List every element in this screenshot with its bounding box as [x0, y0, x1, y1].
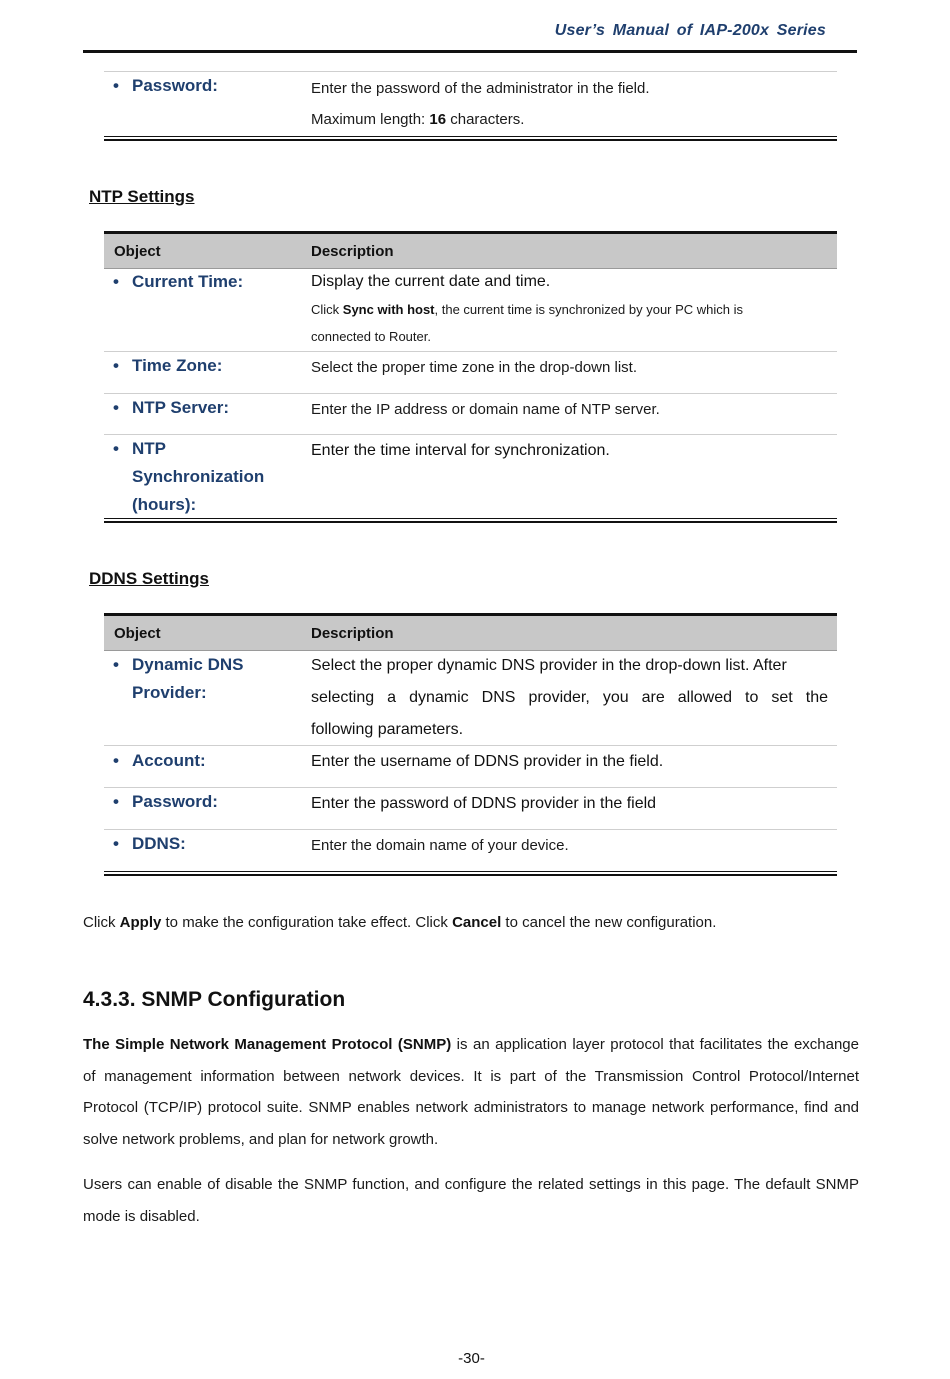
description-text: Maximum length: 16 characters.	[311, 111, 525, 128]
object-label-ddns: DDNS:	[132, 834, 186, 853]
object-label-dynamic-dns-line2: Provider:	[132, 683, 207, 702]
object-label-ntp-sync-line1: NTP	[132, 439, 166, 458]
table-bottom-rule	[104, 871, 837, 876]
column-header-description: Description	[311, 243, 394, 260]
bullet-icon: •	[113, 398, 119, 417]
object-label-current-time: Current Time:	[132, 272, 244, 291]
table-header	[104, 234, 837, 269]
description-note: connected to Router.	[311, 329, 431, 344]
description-text: following parameters.	[311, 721, 464, 738]
bullet-icon: •	[113, 272, 119, 291]
description-text: Enter the username of DDNS provider in the field.	[311, 753, 664, 770]
header-rule	[83, 50, 857, 53]
apply-note: Click Apply to make the configuration take effect. Click Cancel to cancel the new configuration.	[83, 914, 717, 931]
column-header-description: Description	[311, 625, 394, 642]
description-text: Display the current date and time.	[311, 273, 551, 290]
description-text: Select the proper dynamic DNS provider in the drop-down list. After	[311, 657, 787, 674]
bullet-icon: •	[113, 834, 119, 853]
table-bottom-rule	[104, 136, 837, 141]
object-label-password: Password:	[132, 792, 218, 811]
bullet-icon: •	[113, 655, 119, 674]
description-note: Click Sync with host, the current time is synchronized by your PC which is	[311, 302, 744, 317]
bullet-icon: •	[113, 792, 119, 811]
description-text: Enter the password of DDNS provider in the field	[311, 795, 657, 812]
table-header	[104, 616, 837, 651]
object-label-ntp-sync-line2: Synchronization	[132, 467, 265, 486]
table-bottom-rule	[104, 518, 837, 523]
section-title-ddns: DDNS Settings	[89, 569, 209, 588]
table-row-divider	[104, 434, 837, 435]
page-number: -30-	[458, 1350, 485, 1367]
description-text: Enter the password of the administrator in the field.	[311, 80, 650, 97]
description-text: Enter the IP address or domain name of NTP server.	[311, 401, 660, 418]
table-row-divider	[104, 829, 837, 830]
bullet-icon: •	[113, 76, 119, 95]
object-label-ntp-server: NTP Server:	[132, 398, 230, 417]
page-header-title: User’s Manual of IAP-200x Series	[554, 22, 826, 39]
table-row-divider	[104, 745, 837, 746]
snmp-paragraph-2: Users can enable of disable the SNMP function, and configure the related settings in this page. The default SNMP mode is disabled.	[83, 1176, 859, 1225]
object-label-account: Account:	[132, 751, 206, 770]
section-heading-snmp: 4.3.3. SNMP Configuration	[83, 988, 346, 1011]
object-label-ntp-sync-line3: (hours):	[132, 495, 197, 514]
description-text: selecting a dynamic DNS provider, you are allowed to set the	[311, 689, 828, 706]
description-text: Enter the domain name of your device.	[311, 837, 569, 854]
description-text: Enter the time interval for synchronization.	[311, 442, 610, 459]
bullet-icon: •	[113, 439, 119, 458]
object-label-dynamic-dns-line1: Dynamic DNS	[132, 655, 244, 674]
bullet-icon: •	[113, 356, 119, 375]
object-label-password: Password:	[132, 76, 218, 95]
column-header-object: Object	[114, 243, 161, 260]
snmp-paragraph-1: The Simple Network Management Protocol (SNMP) is an application layer protocol that facilitates the exchange of management information between network devices. It is part of the Transmission Control Protocol/Internet Protocol (TCP/IP) protocol suite. SNMP enables network administrators to manage network performance, find and solve network problems, and plan for network growth.	[83, 1036, 859, 1148]
section-title-ntp: NTP Settings	[89, 187, 195, 206]
object-label-time-zone: Time Zone:	[132, 356, 223, 375]
column-header-object: Object	[114, 625, 161, 642]
bullet-icon: •	[113, 751, 119, 770]
description-text: Select the proper time zone in the drop-down list.	[311, 359, 638, 376]
